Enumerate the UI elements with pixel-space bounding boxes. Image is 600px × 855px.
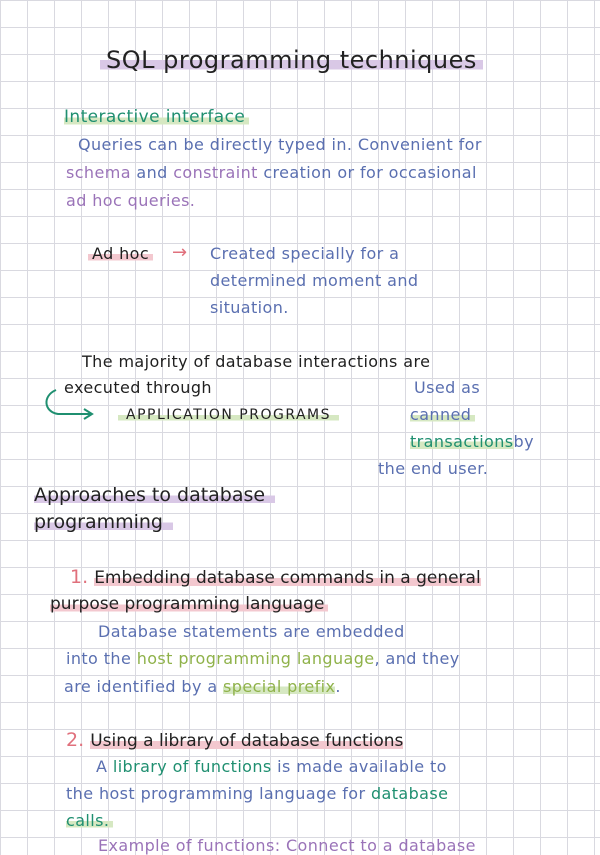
approach-2-body-2: the host programming language for database <box>66 784 449 803</box>
approach-2-example-line: Example of functions: Connect to a database <box>98 836 476 855</box>
note-canned: canned <box>410 407 475 423</box>
approach-2-title: 2. Using a library of database functions <box>66 729 404 751</box>
application-programs-label: APPLICATION PROGRAMS <box>118 408 339 422</box>
approach-1-title-line-2: purpose programming language <box>50 596 328 613</box>
approach-1-body-2: into the host programming language, and they <box>66 649 460 668</box>
section-heading-approaches-1: Approaches to database <box>34 486 275 505</box>
approach-1-body-3: are identified by a special prefix. <box>64 677 341 696</box>
curved-arrow-icon <box>40 386 100 426</box>
section-heading-approaches-2: programming <box>34 513 173 532</box>
section-heading-interactive: Interactive interface <box>64 109 249 126</box>
note-used-as: Used as <box>414 378 481 397</box>
approach-1-body-1: Database statements are embedded <box>98 622 405 641</box>
note-transactions: transactionsby <box>410 432 534 451</box>
adhoc-term: Ad hoc <box>88 246 153 262</box>
note-end-user: the end user. <box>378 459 489 478</box>
page-title: SQL programming techniques <box>100 48 483 72</box>
arrow-right-icon: → <box>172 242 188 263</box>
interactive-line-3: ad hoc queries. <box>66 191 196 210</box>
majority-line-2: executed through <box>64 378 212 397</box>
adhoc-definition-2: determined moment and <box>210 271 419 290</box>
interactive-line-1: Queries can be directly typed in. Convenient for <box>78 135 482 154</box>
majority-line-1: The majority of database interactions are <box>82 352 431 371</box>
approach-2-body-1: A library of functions is made available to <box>96 757 447 776</box>
approach-2-body-3: calls. <box>66 813 113 829</box>
approach-1-title: 1. Embedding database commands in a general <box>70 566 481 588</box>
adhoc-definition-3: situation. <box>210 298 289 317</box>
adhoc-definition-1: Created specially for a <box>210 244 400 263</box>
interactive-line-2: schema and constraint creation or for occasional <box>66 163 477 182</box>
